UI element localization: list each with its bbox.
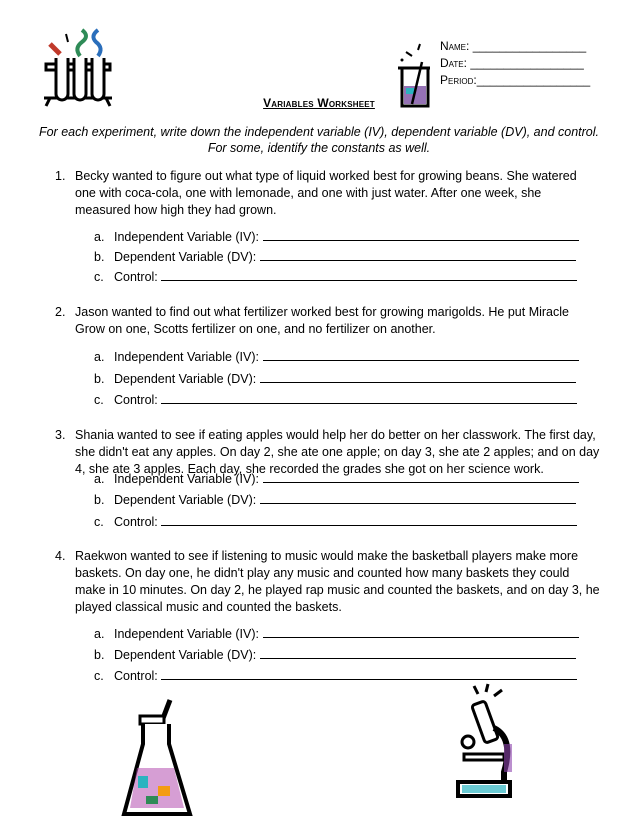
instructions: For each experiment, write down the independent variable (IV), dependent variable (DV), and control. For some, identify the constants as well. xyxy=(38,125,600,155)
period-field[interactable]: Period:_________________ xyxy=(440,73,591,87)
question-text: Becky wanted to figure out what type of liquid worked best for growing beans. She watered one with coca-cola, one with lemonade, and one with just water. After one week, she measured how high they had grown. xyxy=(75,169,577,217)
question-1 xyxy=(55,168,600,219)
question-number: 2. xyxy=(55,305,66,319)
answer-dv-4[interactable]: b. Dependent Variable (DV): xyxy=(94,646,576,664)
question-4 xyxy=(55,548,600,616)
page-title: Variables Worksheet xyxy=(263,96,375,110)
answer-control-3[interactable]: c. Control: xyxy=(94,513,577,531)
test-tubes-icon xyxy=(38,28,118,106)
microscope-icon xyxy=(448,684,524,806)
answer-iv-4[interactable]: a. Independent Variable (IV): xyxy=(94,625,579,643)
answer-control-2[interactable]: c. Control: xyxy=(94,391,577,409)
question-number: 3. xyxy=(55,428,66,442)
answer-iv-1[interactable]: a. Independent Variable (IV): xyxy=(94,228,579,246)
answer-dv-2[interactable]: b. Dependent Variable (DV): xyxy=(94,370,576,388)
question-number: 4. xyxy=(55,549,66,563)
answer-dv-3[interactable]: b. Dependent Variable (DV): xyxy=(94,491,576,509)
question-text: Raekwon wanted to see if listening to music would make the basketball players make more baskets. On day one, he didn't play any music and counted how many baskets they could make in 10 minutes. On day 2, he played rap music and counted the baskets, and on day 3, he played classical music and counted the baskets. xyxy=(75,549,600,614)
question-number: 1. xyxy=(55,169,66,183)
question-text: Jason wanted to find out what fertilizer worked best for growing marigolds. He put Miracle Grow on one, Scotts fertilizer on one, and no fertilizer on another. xyxy=(75,305,569,336)
header-fields xyxy=(440,38,590,89)
answer-control-4[interactable]: c. Control: xyxy=(94,667,577,685)
question-2 xyxy=(55,304,600,338)
answer-control-1[interactable]: c. Control: xyxy=(94,268,577,286)
answer-iv-3[interactable]: a. Independent Variable (IV): xyxy=(94,470,579,488)
name-field[interactable]: Name: _________________ xyxy=(440,39,587,53)
flask-icon xyxy=(118,696,198,822)
date-field[interactable]: Date: _________________ xyxy=(440,56,584,70)
question-text: Shania wanted to see if eating apples would help her do better on her classwork. The first day, she didn't eat any apples. On day 2, she ate one apple; on day 3, she ate 2 apples; and on day 4, she ate 3 apples. Each day, she recorded the grades she got on her science work. xyxy=(75,428,600,476)
answer-dv-1[interactable]: b. Dependent Variable (DV): xyxy=(94,248,576,266)
answer-iv-2[interactable]: a. Independent Variable (IV): xyxy=(94,348,579,366)
